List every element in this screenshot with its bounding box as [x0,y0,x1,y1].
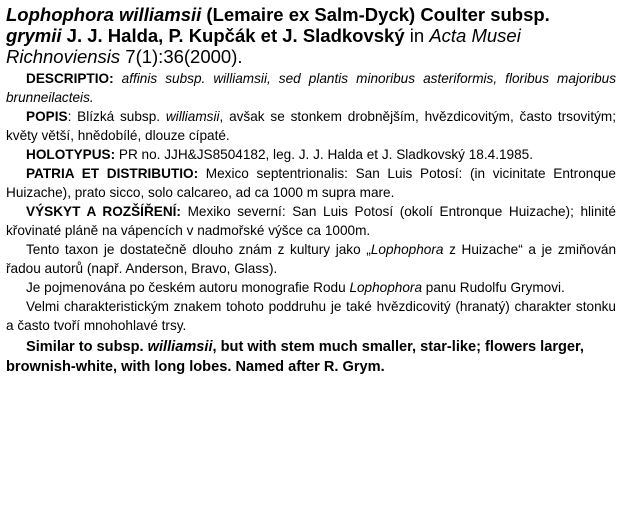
species-name: Lophophora williamsii [6,4,202,25]
descriptio-label: DESCRIPTIO: [26,71,114,86]
taxon-text-2: z Huizache“ a je zmiňován řadou autorů (např. Anderson, Bravo, Glass). [6,242,617,276]
popis-label: POPIS [26,109,68,124]
english-text-1: Similar to subsp. [26,339,148,355]
named-italic: Lophophora [349,280,423,295]
holotypus-paragraph [6,145,616,164]
named-text-2: panu Rudolfu Grymovi. [422,280,565,295]
descriptio-text: affinis subsp. williamsii, sed plantis minoribus asteriformis, floribus majoribus brunneilacteis. [6,71,616,105]
species-authors: (Lemaire ex Salm-Dyck) Coulter subsp. [201,4,550,25]
taxon-header [6,4,616,67]
descriptio-paragraph [6,69,616,107]
popis-text-1: : Blízká subsp. [67,109,166,124]
taxon-text-1: Tento taxon je dostatečně dlouho znám z kultury jako „ [26,242,371,257]
journal-name: Acta Musei Richnoviensis [6,25,521,67]
journal-citation: 7(1):36(2000). [120,46,243,67]
patria-label: PATRIA ET DISTRIBUTIO: [26,166,199,181]
vyskyt-text: Mexiko severní: San Luis Potosí (okolí Entronque Huizache); hlinité křovinaté pláně na vápencích v nadmořské výšce ca 1000m. [6,204,616,238]
character-text: Velmi charakteristickým znakem tohoto poddruhu je také hvězdicovitý (hranatý) charakter stonku a často tvoří mnohohlavé trsy. [6,299,616,333]
english-italic: williamsii [147,339,213,355]
english-text-2: , but with stem much smaller, star-like; flowers larger, brownish-white, with long lobes. Named after R. Grym. [6,339,584,375]
in-word: in [404,25,430,46]
named-after-paragraph [6,278,616,297]
vyskyt-label: VÝSKYT A ROZŠÍŘENÍ: [26,204,181,219]
english-summary-paragraph [6,337,616,377]
subspecies-authors: J. J. Halda, P. Kupčák et J. Sladkovský [61,25,405,46]
holotypus-text: PR no. JJH&JS8504182, leg. J. J. Halda et J. Sladkovský 18.4.1985. [115,147,533,162]
vyskyt-paragraph [6,202,616,240]
taxon-culture-paragraph [6,240,616,278]
character-paragraph [6,297,616,335]
named-text-1: Je pojmenována po českém autoru monografie Rodu [26,280,350,295]
taxon-italic: Lophophora [370,242,444,257]
popis-italic: williamsii [165,109,220,124]
popis-paragraph [6,107,616,145]
subspecies-name: grymii [6,25,62,46]
popis-text-2: , avšak se stonkem drobnějším, hvězdicovitým, často trsovitým; květy větší, hnědobílé, dlouze cípaté. [6,109,617,143]
patria-text: Mexico septentrionalis: San Luis Potosí: (in vicinitate Entronque Huizache), prato sicco, solo calcareo, ad ca 1000 m supra mare. [6,166,616,200]
holotypus-label: HOLOTYPUS: [26,147,116,162]
patria-paragraph [6,164,616,202]
